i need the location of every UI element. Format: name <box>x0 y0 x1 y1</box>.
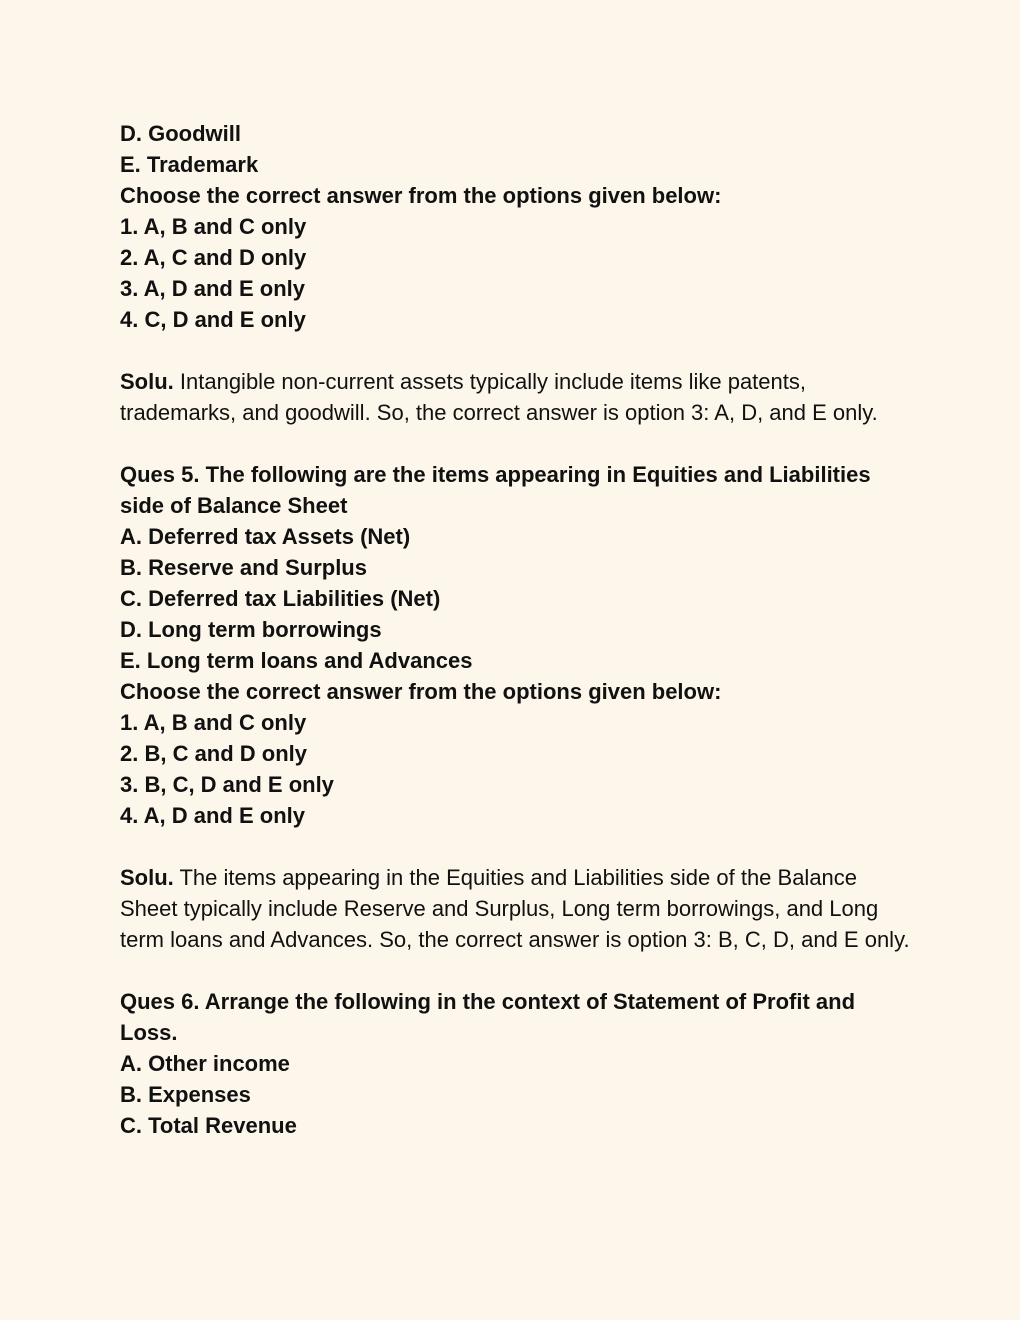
spacer <box>120 428 910 459</box>
spacer <box>120 955 910 986</box>
spacer <box>120 831 910 862</box>
option-b: B. Expenses <box>120 1082 251 1107</box>
solution-q4 <box>120 366 910 428</box>
choice-3: 3. B, C, D and E only <box>120 772 334 797</box>
solution-label: Solu. <box>120 369 174 394</box>
question-4-continued <box>120 118 910 335</box>
choice-4: 4. A, D and E only <box>120 803 305 828</box>
choice-4: 4. C, D and E only <box>120 307 306 332</box>
option-e: E. Trademark <box>120 152 259 177</box>
choice-2: 2. B, C and D only <box>120 741 308 766</box>
option-d: D. Goodwill <box>120 121 241 146</box>
option-c: C. Total Revenue <box>120 1113 297 1138</box>
choice-1: 1. A, B and C only <box>120 710 307 735</box>
option-c: C. Deferred tax Liabilities (Net) <box>120 586 441 611</box>
question-heading: Ques 6. Arrange the following in the context of Statement of Profit and Loss. <box>120 989 856 1045</box>
solution-q5 <box>120 862 910 955</box>
spacer <box>120 335 910 366</box>
option-b: B. Reserve and Surplus <box>120 555 367 580</box>
option-e: E. Long term loans and Advances <box>120 648 473 673</box>
solution-text: The items appearing in the Equities and Liabilities side of the Balance Sheet typically include Reserve and Surplus, Long term borrowings, and Long term loans and Advances. So, the correct answer is option 3: B, C, D, and E only. <box>120 865 910 952</box>
choice-3: 3. A, D and E only <box>120 276 305 301</box>
question-6 <box>120 986 910 1141</box>
instruction-text: Choose the correct answer from the options given below: <box>120 183 722 208</box>
instruction-text: Choose the correct answer from the options given below: <box>120 679 722 704</box>
solution-label: Solu. <box>120 865 174 890</box>
choice-1: 1. A, B and C only <box>120 214 307 239</box>
option-a: A. Deferred tax Assets (Net) <box>120 524 411 549</box>
page-content <box>120 118 910 1141</box>
question-heading: Ques 5. The following are the items appearing in Equities and Liabilities side of Balance Sheet <box>120 462 871 518</box>
question-5 <box>120 459 910 831</box>
solution-text: Intangible non-current assets typically include items like patents, trademarks, and goodwill. So, the correct answer is option 3: A, D, and E only. <box>120 369 878 425</box>
choice-2: 2. A, C and D only <box>120 245 307 270</box>
option-d: D. Long term borrowings <box>120 617 382 642</box>
option-a: A. Other income <box>120 1051 290 1076</box>
